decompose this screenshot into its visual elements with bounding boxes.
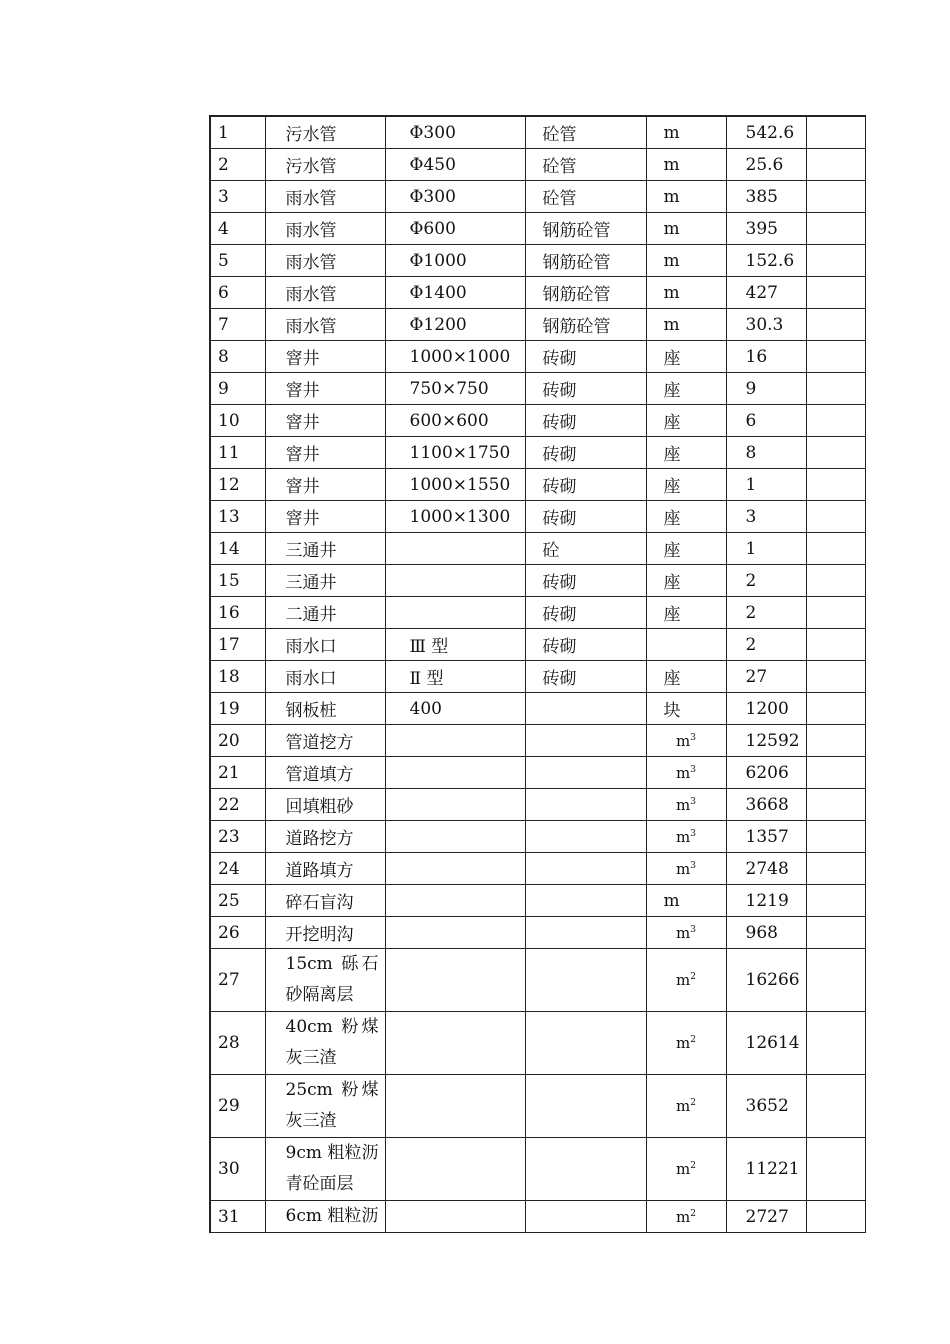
row-number: 22 [210,789,265,821]
row-number: 15 [210,565,265,597]
row-number: 24 [210,853,265,885]
table-row [210,245,865,277]
item-name: 窨井 [265,373,385,405]
item-name: 窨井 [265,437,385,469]
item-material [525,917,646,949]
item-material: 砖砌 [525,501,646,533]
item-quantity: 25.6 [726,149,806,181]
item-name: 二通井 [265,597,385,629]
unit-exponent: 2 [690,1208,696,1219]
item-unit: 座 [646,597,726,629]
table-row [210,693,865,725]
item-quantity: 30.3 [726,309,806,341]
item-name: 6cm 粗粒沥 [265,1201,385,1233]
item-material: 砖砌 [525,341,646,373]
item-unit [646,1138,726,1201]
item-unit [646,821,726,853]
item-spec [385,789,525,821]
item-quantity: 3 [726,501,806,533]
table-row [210,661,865,693]
item-material [525,949,646,1012]
item-name: 15cm 砾石砂隔离层 [265,949,385,1012]
item-spec: 1000×1300 [385,501,525,533]
item-name: 雨水管 [265,245,385,277]
item-material: 砖砌 [525,405,646,437]
table-row [210,149,865,181]
item-unit: m [646,213,726,245]
unit-base: m [676,1207,691,1226]
unit-exponent: 3 [690,732,696,743]
unit-base: m [676,923,691,942]
item-unit [646,789,726,821]
item-quantity: 1357 [726,821,806,853]
item-unit: 座 [646,533,726,565]
unit-base: m [676,1034,691,1052]
item-spec: Φ450 [385,149,525,181]
table-row [210,757,865,789]
item-name: 污水管 [265,149,385,181]
item-unit: 座 [646,501,726,533]
blank-cell [806,949,865,1012]
item-name: 管道挖方 [265,725,385,757]
item-spec [385,597,525,629]
item-spec [385,949,525,1012]
blank-cell [806,789,865,821]
item-name: 道路填方 [265,853,385,885]
item-quantity: 385 [726,181,806,213]
item-material [525,725,646,757]
table-row [210,437,865,469]
item-spec [385,533,525,565]
item-quantity: 3668 [726,789,806,821]
blank-cell [806,437,865,469]
item-quantity: 1 [726,533,806,565]
item-name: 窨井 [265,405,385,437]
unit-exponent: 3 [690,764,696,775]
table-row [210,373,865,405]
table-row [210,341,865,373]
item-quantity: 2 [726,629,806,661]
blank-cell [806,1075,865,1138]
unit-exponent: 2 [690,1035,696,1045]
row-number: 13 [210,501,265,533]
item-quantity: 12614 [726,1012,806,1075]
row-number: 16 [210,597,265,629]
item-name: 雨水管 [265,277,385,309]
unit-exponent: 3 [690,924,696,935]
item-unit [646,917,726,949]
row-number: 27 [210,949,265,1012]
table-row [210,885,865,917]
item-spec: Φ600 [385,213,525,245]
item-name: 雨水口 [265,661,385,693]
blank-cell [806,341,865,373]
item-spec: 400 [385,693,525,725]
item-quantity: 2 [726,565,806,597]
item-quantity: 1219 [726,885,806,917]
table-row [210,949,865,1012]
item-material: 砖砌 [525,373,646,405]
item-name: 雨水管 [265,213,385,245]
item-quantity: 6 [726,405,806,437]
row-number: 9 [210,373,265,405]
item-quantity: 427 [726,277,806,309]
item-spec: Ⅱ 型 [385,661,525,693]
row-number: 8 [210,341,265,373]
unit-exponent: 2 [690,1098,696,1108]
item-name: 9cm 粗粒沥青砼面层 [265,1138,385,1201]
item-quantity: 11221 [726,1138,806,1201]
item-quantity: 542.6 [726,116,806,149]
item-material: 钢筋砼管 [525,245,646,277]
item-spec: Φ300 [385,116,525,149]
item-name: 钢板桩 [265,693,385,725]
item-unit: 座 [646,565,726,597]
unit-exponent: 2 [690,972,696,982]
item-material: 钢筋砼管 [525,277,646,309]
unit-base: m [676,1160,691,1178]
item-quantity: 8 [726,437,806,469]
item-spec [385,725,525,757]
item-material [525,885,646,917]
item-spec: 1100×1750 [385,437,525,469]
blank-cell [806,725,865,757]
row-number: 11 [210,437,265,469]
item-quantity: 1200 [726,693,806,725]
item-unit [646,629,726,661]
item-material [525,757,646,789]
item-unit [646,725,726,757]
item-unit: 座 [646,437,726,469]
row-number: 10 [210,405,265,437]
table-row [210,501,865,533]
table-row [210,1201,865,1233]
blank-cell [806,277,865,309]
table-row [210,917,865,949]
item-spec [385,885,525,917]
item-material: 砖砌 [525,629,646,661]
item-material: 砖砌 [525,565,646,597]
blank-cell [806,821,865,853]
blank-cell [806,565,865,597]
item-unit: 座 [646,341,726,373]
item-unit [646,1012,726,1075]
item-name: 窨井 [265,341,385,373]
blank-cell [806,661,865,693]
row-number: 7 [210,309,265,341]
unit-base: m [676,795,691,814]
row-number: 23 [210,821,265,853]
unit-base: m [676,827,691,846]
row-number: 31 [210,1201,265,1233]
table-row [210,565,865,597]
blank-cell [806,853,865,885]
item-unit [646,853,726,885]
item-name: 碎石盲沟 [265,885,385,917]
row-number: 3 [210,181,265,213]
item-spec: 600×600 [385,405,525,437]
table-row [210,1075,865,1138]
item-material [525,789,646,821]
item-spec [385,853,525,885]
blank-cell [806,693,865,725]
unit-exponent: 3 [690,860,696,871]
table-row [210,597,865,629]
blank-cell [806,149,865,181]
blank-cell [806,757,865,789]
row-number: 20 [210,725,265,757]
item-material [525,1075,646,1138]
blank-cell [806,629,865,661]
item-name: 回填粗砂 [265,789,385,821]
blank-cell [806,885,865,917]
blank-cell [806,116,865,149]
blank-cell [806,501,865,533]
table-row [210,533,865,565]
item-material: 砖砌 [525,661,646,693]
item-unit [646,1201,726,1233]
table-row [210,213,865,245]
item-quantity: 16 [726,341,806,373]
item-spec: Ⅲ 型 [385,629,525,661]
blank-cell [806,597,865,629]
item-name: 雨水管 [265,181,385,213]
blank-cell [806,245,865,277]
quantity-table [209,115,866,1233]
table-row [210,116,865,149]
row-number: 25 [210,885,265,917]
item-unit: m [646,116,726,149]
blank-cell [806,533,865,565]
row-number: 17 [210,629,265,661]
item-unit [646,949,726,1012]
item-name: 三通井 [265,565,385,597]
blank-cell [806,1201,865,1233]
table-row [210,181,865,213]
item-unit: m [646,245,726,277]
item-name: 雨水口 [265,629,385,661]
item-spec [385,1075,525,1138]
row-number: 21 [210,757,265,789]
table-row [210,1138,865,1201]
item-material: 砖砌 [525,437,646,469]
item-material [525,853,646,885]
table-row [210,309,865,341]
item-unit: m [646,181,726,213]
blank-cell [806,181,865,213]
item-unit: m [646,149,726,181]
unit-base: m [676,859,691,878]
row-number: 1 [210,116,265,149]
row-number: 12 [210,469,265,501]
item-name: 雨水管 [265,309,385,341]
item-spec [385,917,525,949]
item-name: 开挖明沟 [265,917,385,949]
item-quantity: 2748 [726,853,806,885]
item-spec [385,1138,525,1201]
unit-exponent: 3 [690,796,696,807]
item-quantity: 16266 [726,949,806,1012]
table-row [210,821,865,853]
blank-cell [806,373,865,405]
item-material [525,1201,646,1233]
table-row [210,405,865,437]
item-spec: Φ1400 [385,277,525,309]
item-material: 砼 [525,533,646,565]
item-name: 40cm 粉煤灰三渣 [265,1012,385,1075]
item-material [525,1138,646,1201]
item-material: 砖砌 [525,597,646,629]
item-material [525,693,646,725]
item-unit: 座 [646,661,726,693]
item-unit: m [646,885,726,917]
item-quantity: 395 [726,213,806,245]
item-quantity: 968 [726,917,806,949]
table-row [210,853,865,885]
item-unit [646,757,726,789]
item-spec: Φ1000 [385,245,525,277]
item-material: 砼管 [525,116,646,149]
item-quantity: 12592 [726,725,806,757]
blank-cell [806,213,865,245]
item-material: 砼管 [525,149,646,181]
item-material: 钢筋砼管 [525,213,646,245]
item-material [525,821,646,853]
item-name: 窨井 [265,469,385,501]
item-unit: m [646,309,726,341]
row-number: 6 [210,277,265,309]
item-spec [385,757,525,789]
table-row [210,1012,865,1075]
table-row [210,469,865,501]
row-number: 18 [210,661,265,693]
row-number: 5 [210,245,265,277]
blank-cell [806,469,865,501]
item-material: 钢筋砼管 [525,309,646,341]
blank-cell [806,1012,865,1075]
table-row [210,629,865,661]
table-row [210,725,865,757]
item-unit: 座 [646,469,726,501]
item-spec [385,821,525,853]
row-number: 28 [210,1012,265,1075]
unit-exponent: 2 [690,1161,696,1171]
item-spec: Φ1200 [385,309,525,341]
unit-exponent: 3 [690,828,696,839]
table-row [210,789,865,821]
item-material: 砖砌 [525,469,646,501]
item-spec [385,1012,525,1075]
item-name: 窨井 [265,501,385,533]
unit-base: m [676,731,691,750]
blank-cell [806,917,865,949]
item-quantity: 3652 [726,1075,806,1138]
item-material: 砼管 [525,181,646,213]
item-quantity: 2 [726,597,806,629]
item-unit: 块 [646,693,726,725]
row-number: 4 [210,213,265,245]
unit-base: m [676,1097,691,1115]
item-quantity: 9 [726,373,806,405]
item-unit: 座 [646,405,726,437]
blank-cell [806,405,865,437]
blank-cell [806,309,865,341]
item-quantity: 152.6 [726,245,806,277]
item-quantity: 2727 [726,1201,806,1233]
item-spec: 1000×1550 [385,469,525,501]
row-number: 19 [210,693,265,725]
row-number: 29 [210,1075,265,1138]
item-material [525,1012,646,1075]
item-unit [646,1075,726,1138]
unit-base: m [676,971,691,989]
item-spec: 1000×1000 [385,341,525,373]
item-unit: m [646,277,726,309]
row-number: 26 [210,917,265,949]
item-name: 三通井 [265,533,385,565]
item-quantity: 27 [726,661,806,693]
item-spec [385,565,525,597]
item-quantity: 1 [726,469,806,501]
unit-base: m [676,763,691,782]
blank-cell [806,1138,865,1201]
row-number: 30 [210,1138,265,1201]
item-name: 污水管 [265,116,385,149]
row-number: 14 [210,533,265,565]
item-name: 25cm 粉煤灰三渣 [265,1075,385,1138]
table-row [210,277,865,309]
item-name: 道路挖方 [265,821,385,853]
item-spec: 750×750 [385,373,525,405]
item-name: 管道填方 [265,757,385,789]
row-number: 2 [210,149,265,181]
item-spec [385,1201,525,1233]
item-unit: 座 [646,373,726,405]
item-spec: Φ300 [385,181,525,213]
quantity-table-body [210,116,865,1233]
item-quantity: 6206 [726,757,806,789]
